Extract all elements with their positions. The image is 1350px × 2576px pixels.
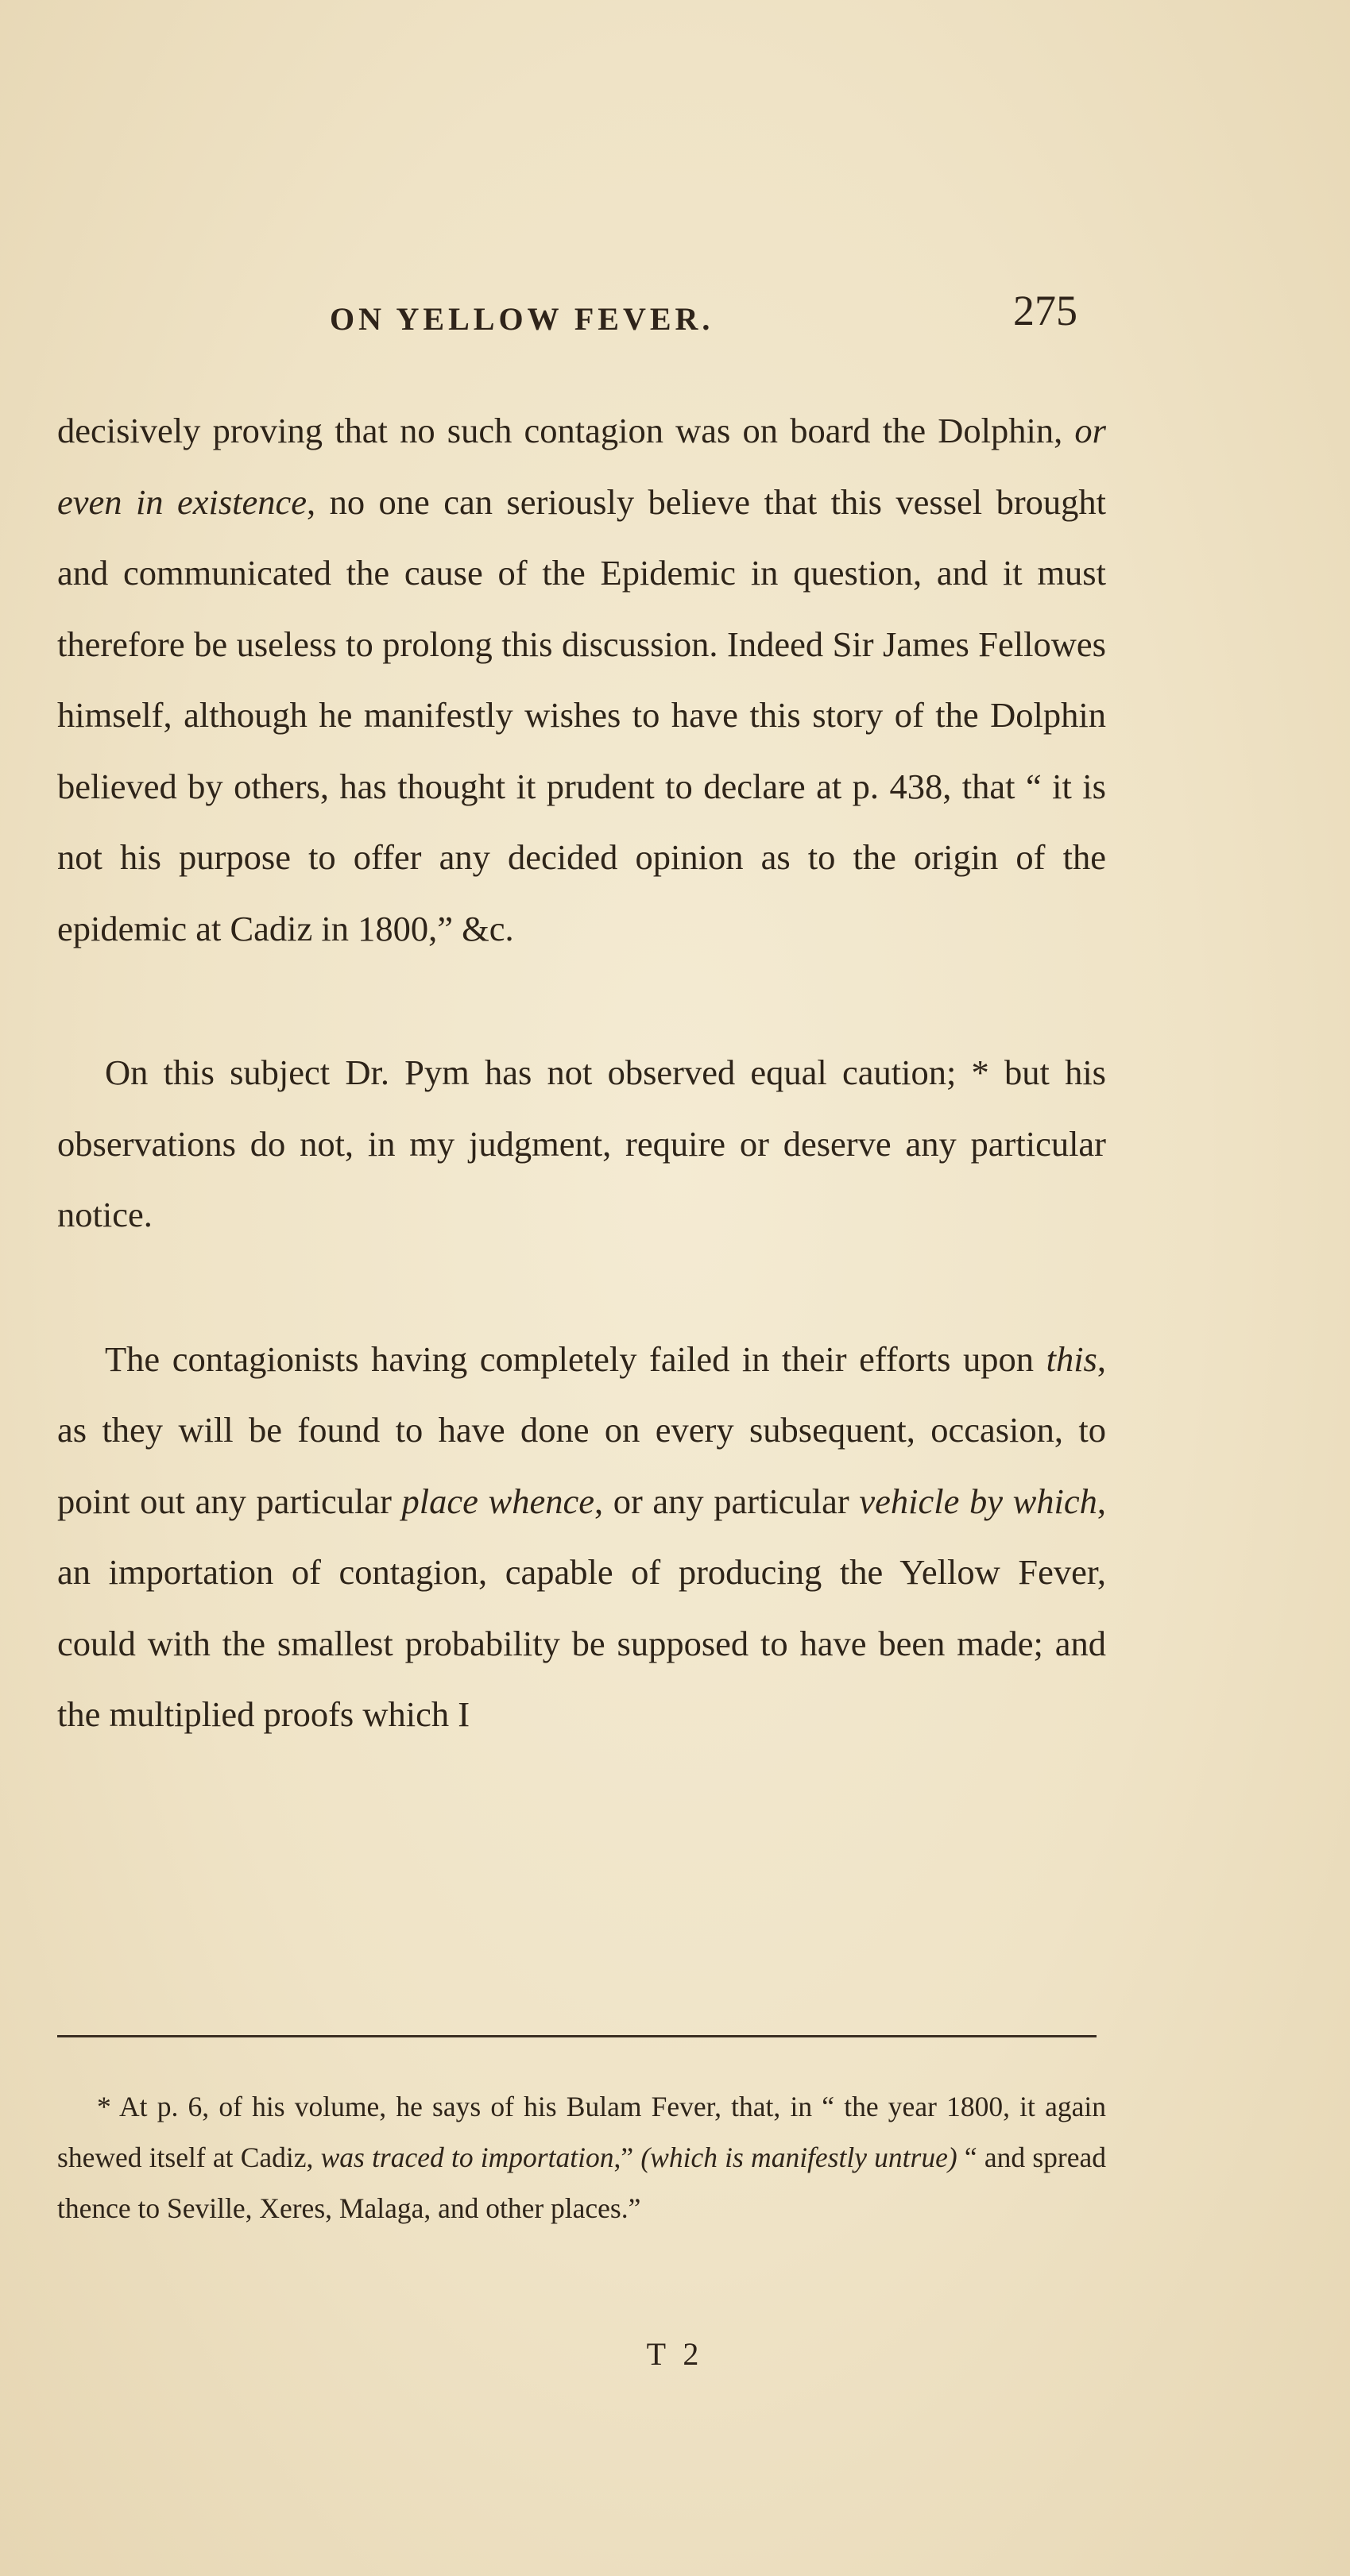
paragraph-3	[57, 1324, 1106, 1751]
text-segment: decisively proving that no such contagion was on board the Dolphin,	[57, 411, 1075, 450]
text-segment: * At p. 6, of his volume, he says of his Bulam Fever, that, in “ the year 1800, it again shewed itself at Cadiz,	[57, 2091, 1106, 2173]
paragraph-2	[57, 1037, 1106, 1251]
body-text	[57, 396, 1106, 1751]
paragraph-1	[57, 396, 1106, 964]
italic-segment: this	[1046, 1338, 1097, 1379]
text-segment: ,”	[613, 2142, 641, 2173]
text-segment: “ and spread thence to Seville, Xeres, Malaga, and other places.”	[57, 2142, 1107, 2224]
footnote-rule	[57, 2035, 1097, 2037]
page-header	[0, 286, 1350, 350]
text-segment: , or any particular	[594, 1481, 860, 1521]
running-head: ON YELLOW FEVER.	[330, 301, 714, 337]
italic-segment: vehicle by which	[859, 1481, 1097, 1521]
text-segment: , no one can seriously believe that this vessel brought and communicated the cause of the Epidemic in question, and it must therefore be useless to prolong this discussion. Indeed Sir James Fellowes himself, although he manifestly wishes to have this story of the Dolphin believed by others, has thought it prudent to declare at p. 438, that “ it is not his purpose to offer any decided opinion as to the origin of the epidemic at Cadiz in 1800,” &c.	[57, 481, 1106, 948]
italic-segment: or even in existence	[57, 411, 1106, 522]
text-segment: The contagionists having completely failed in their efforts upon	[105, 1338, 1046, 1379]
text-segment: On this subject Dr. Pym has not observed equal caution; * but his observations do not, in my judgment, require or deserve any particular notice.	[57, 1052, 1106, 1234]
italic-segment: (which is manifestly untrue)	[640, 2142, 957, 2173]
signature-mark: T 2	[646, 2336, 704, 2372]
text-segment: , an importation of contagion, capable of producing the Yellow Fever, could with the smallest probability be supposed to have been made; and the multiplied proofs which I	[57, 1481, 1106, 1734]
italic-segment: was traced to importation	[320, 2142, 614, 2173]
italic-segment: place whence	[401, 1481, 594, 1521]
footnote-text	[57, 2081, 1106, 2234]
footnote	[57, 2081, 1106, 2234]
text-segment: , as they will be found to have done on every subsequent, occasion, to point out any particular	[57, 1338, 1106, 1521]
page-number: 275	[1013, 287, 1077, 334]
